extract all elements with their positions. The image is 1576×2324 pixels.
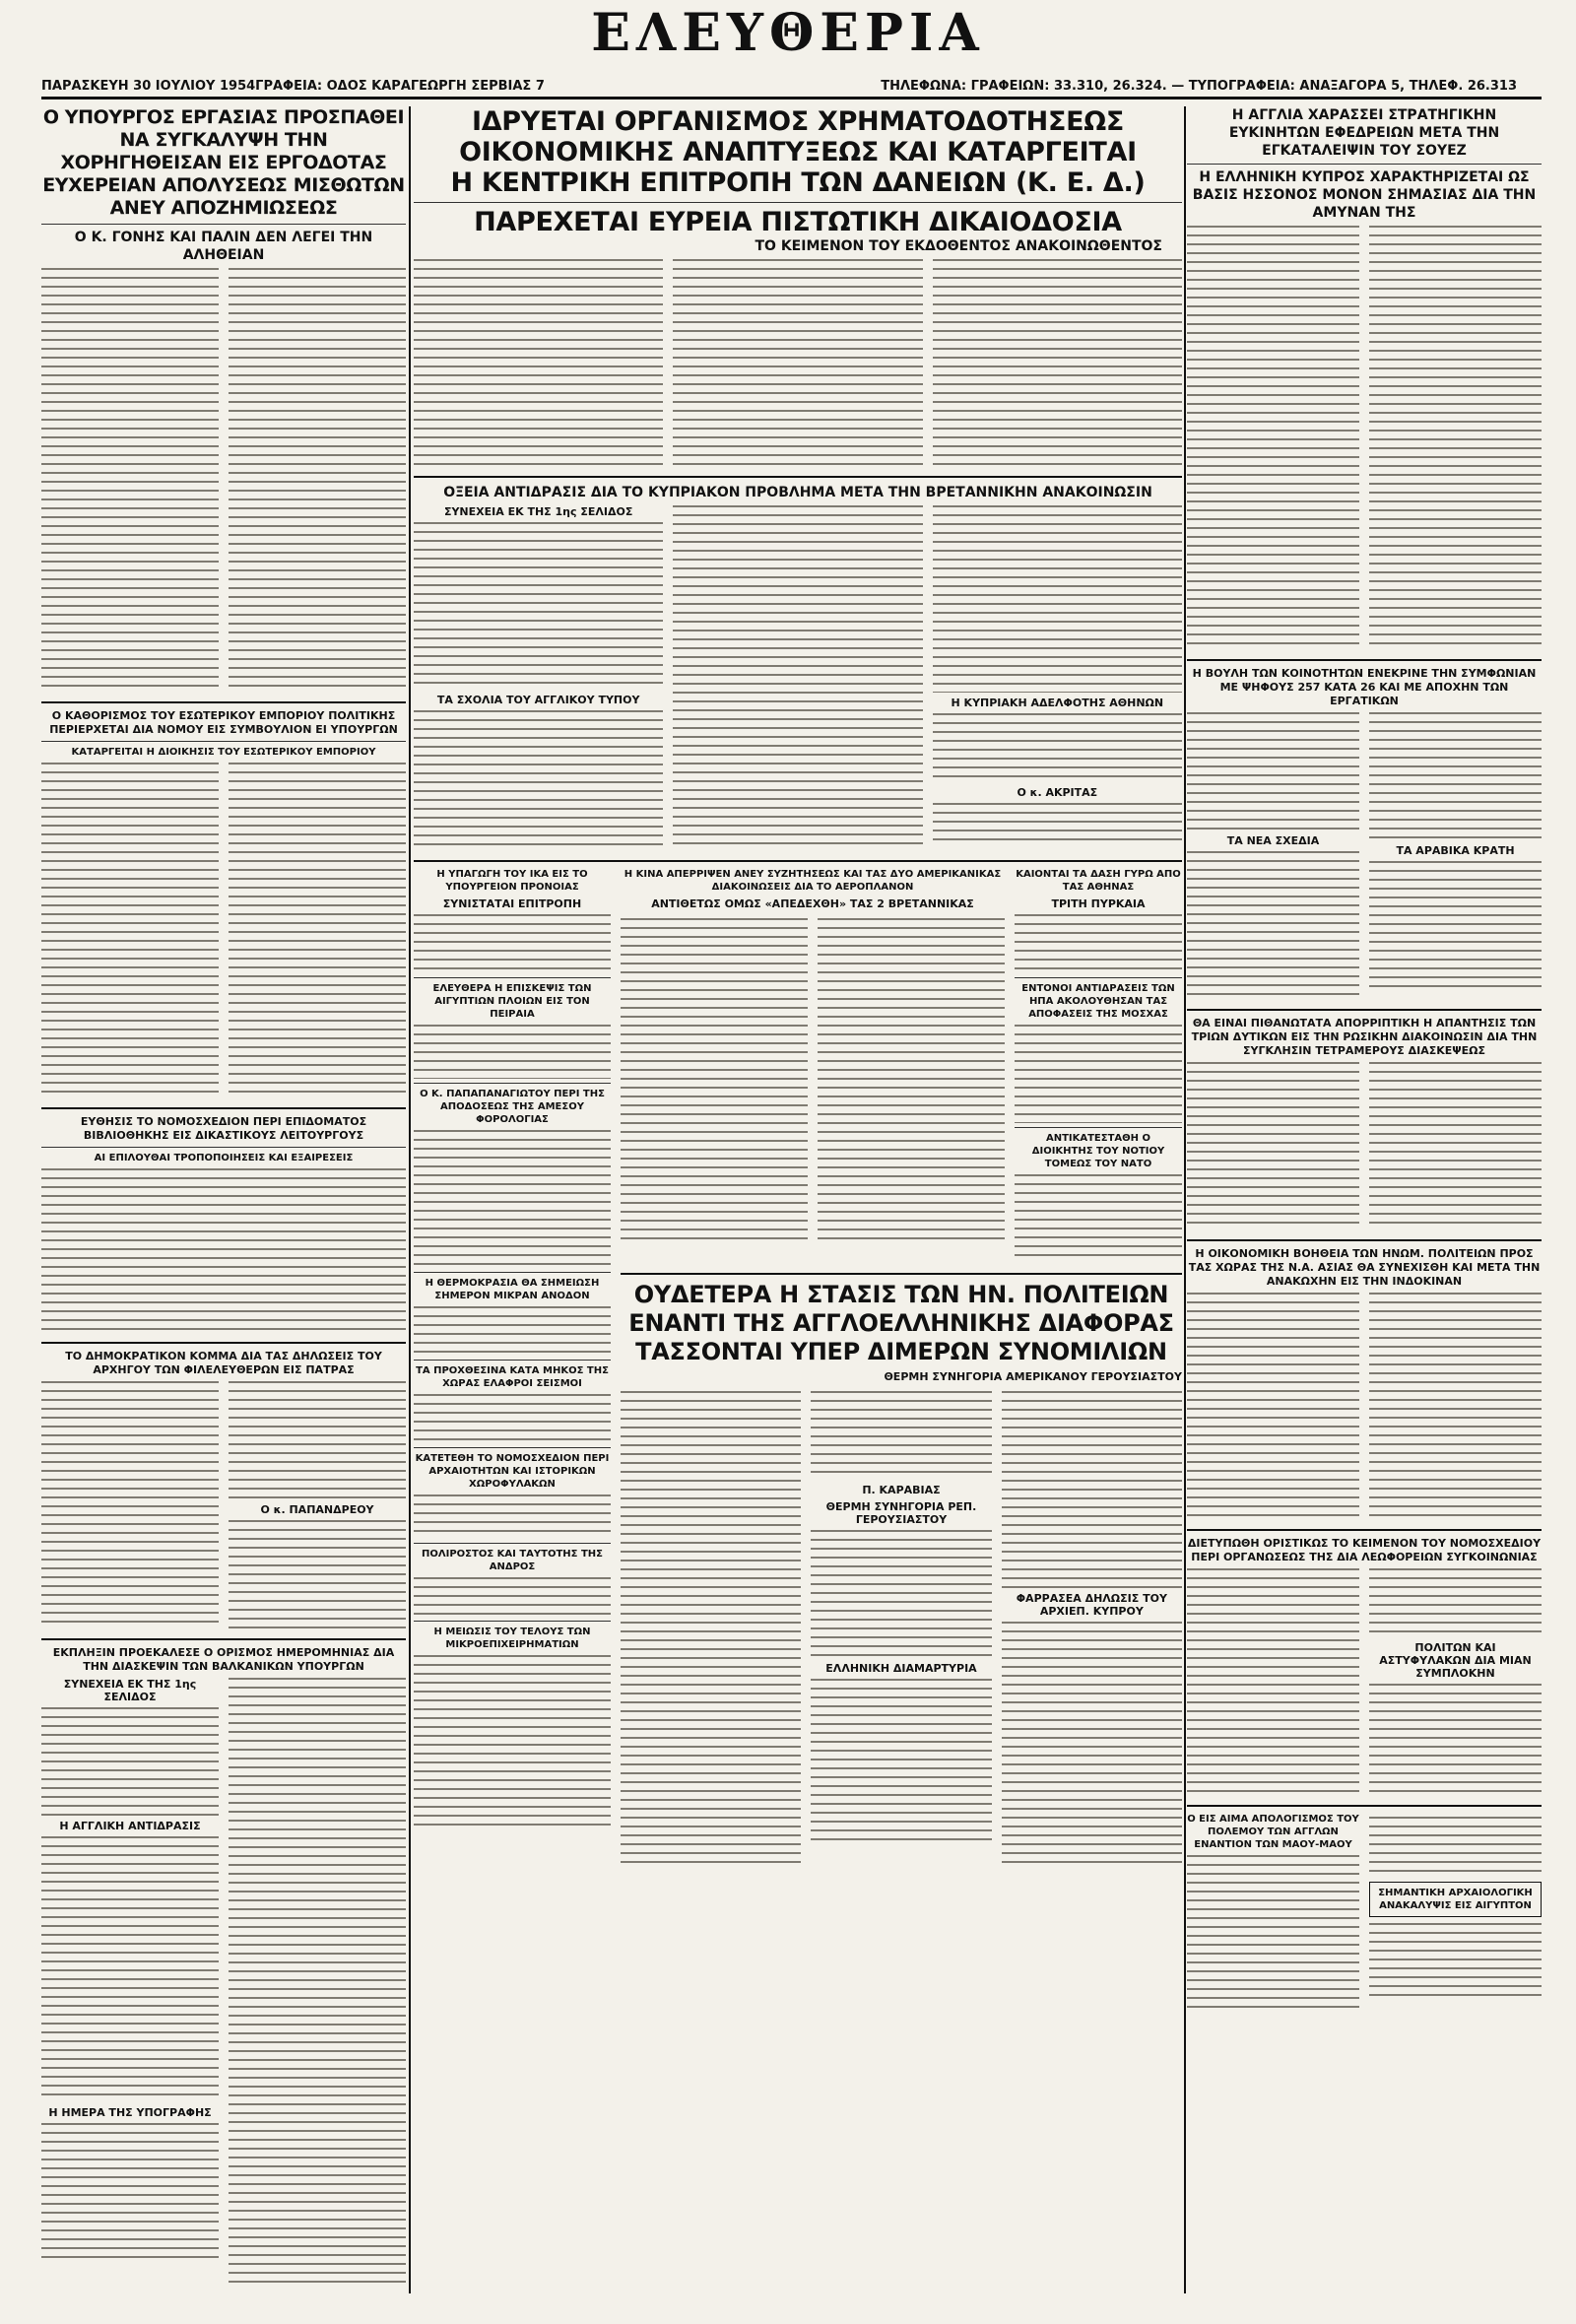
subheadline: ΑΙ ΕΠΙΛΟΥΘΑΙ ΤΡΟΠΟΠΟΙΗΣΕΙΣ ΚΑΙ ΕΞΑΙΡΕΣΕΙΣ: [94, 1153, 354, 1163]
article-text: [414, 1130, 611, 1268]
headline: ΣΗΜΑΝΤΙΚΗ ΑΡΧΑΙΟΛΟΓΙΚΗ ΑΝΑΚΑΛΥΨΙΣ ΕΙΣ ΑΙΓΥΠΤΟΝ: [1378, 1888, 1533, 1911]
subhead: ΤΡΙΤΗ ΠΥΡΚΑΙΑ: [1051, 897, 1146, 910]
phones-line: ΤΗΛΕΦΩΝΑ: ΓΡΑΦΕΙΩΝ: 33.310, 26.324. — ΤΥΠΟΓΡΑΦΕΙΑ: ΑΝΑΞΑΓΟΡΑ 5, ΤΗΛΕΦ. 26.313: [881, 79, 1517, 94]
article-text: [811, 1679, 991, 1846]
headline-line-2: ΕΝΑΝΤΙ ΤΗΣ ΑΓΓΛΟΕΛΛΗΝΙΚΗΣ ΔΙΑΦΟΡΑΣ: [628, 1309, 1174, 1337]
subheadline: Η ΕΛΛΗΝΙΚΗ ΚΥΠΡΟΣ ΧΑΡΑΚΤΗΡΙΖΕΤΑΙ ΩΣ ΒΑΣΙΣ ΗΣΣΟΝΟΣ ΜΟΝΟΝ ΣΗΜΑΣΙΑΣ ΔΙΑ ΤΗΝ ΑΜΥΝΑΝ ΤΗΣ: [1192, 169, 1537, 221]
center-column: [414, 106, 1182, 2293]
center-lower-grid: [414, 868, 1182, 1872]
article-text: [1369, 861, 1542, 989]
article-text: [1015, 914, 1182, 973]
article-text: [414, 1655, 611, 1832]
article-democratic-party: [41, 1350, 406, 1632]
article-cyprus-reaction: [414, 484, 1182, 854]
article-text: [414, 914, 611, 973]
article-text: [933, 259, 1182, 466]
article-text: [414, 1494, 611, 1539]
article-text: [1369, 1817, 1542, 1876]
headline: Ο ΕΙΣ ΑΙΜΑ ΑΠΟΛΟΓΙΣΜΟΣ ΤΟΥ ΠΟΛΕΜΟΥ ΤΩΝ ΑΓΓΛΩΝ ΕΝΑΝΤΙΟΝ ΤΩΝ ΜΑΟΥ-ΜΑΟΥ: [1187, 1814, 1359, 1850]
headline: ΕΥΘΗΣΙΣ ΤΟ ΝΟΜΟΣΧΕΔΙΟΝ ΠΕΡΙ ΕΠΙΔΟΜΑΤΟΣ ΒΙΒΛΙΟΘΗΚΗΣ ΕΙΣ ΔΙΚΑΣΤΙΚΟΥΣ ΛΕΙΤΟΥΡΓΟΥΣ: [80, 1115, 367, 1142]
headline: Η ΟΙΚΟΝΟΜΙΚΗ ΒΟΗΘΕΙΑ ΤΩΝ ΗΝΩΜ. ΠΟΛΙΤΕΙΩΝ ΠΡΟΣ ΤΑΣ ΧΩΡΑΣ ΤΗΣ Ν.Α. ΑΣΙΑΣ ΘΑ ΣΥΝΕΧΙΣΘΗ ΚΑΙ ΜΕΤΑ ΤΗΝ ΑΝΑΚΩΧΗΝ ΕΙΣ ΤΗΝ ΙΝΔΟΚΙΝΑΝ: [1188, 1247, 1541, 1288]
subhead: ΤΑ ΑΡΑΒΙΚΑ ΚΡΑΤΗ: [1396, 844, 1515, 857]
article-text: [229, 763, 406, 1097]
subhead: ΑΝΤΙΘΕΤΩΣ ΟΜΩΣ «ΑΠΕΔΕΧΘΗ» ΤΑΣ 2 ΒΡΕΤΑΝΝΙΚΑΣ: [651, 897, 974, 910]
subhead: ΤΑ ΣΧΟΛΙΑ ΤΟΥ ΑΓΓΛΙΚΟΥ ΤΥΠΟΥ: [436, 694, 640, 706]
article-library-allowance: [41, 1115, 406, 1336]
headline: Η ΒΟΥΛΗ ΤΩΝ ΚΟΙΝΟΤΗΤΩΝ ΕΝΕΚΡΙΝΕ ΤΗΝ ΣΥΜΦΩΝΙΑΝ ΜΕ ΨΗΦΟΥΣ 257 ΚΑΤΑ 26 ΚΑΙ ΜΕ ΑΠΟΧΗΝ ΤΩΝ ΕΡΓΑΤΙΚΩΝ: [1192, 667, 1537, 707]
article-internal-trade: [41, 709, 406, 1101]
article-text: [1187, 226, 1359, 649]
headline: ΑΝΤΙΚΑΤΕΣΤΑΘΗ Ο ΔΙΟΙΚΗΤΗΣ ΤΟΥ ΝΟΤΙΟΥ ΤΟΜΕΩΣ ΤΟΥ ΝΑΤΟ: [1031, 1133, 1165, 1169]
article-text: [41, 2123, 219, 2261]
headline-line-3: ΤΑΣΣΟΝΤΑΙ ΥΠΕΡ ΔΙΜΕΡΩΝ ΣΥΝΟΜΙΛΙΩΝ: [635, 1338, 1167, 1365]
article-text: [1002, 1391, 1182, 1588]
article-western-reply: [1187, 1017, 1542, 1233]
headline: ΕΛΕΥΘΕΡΑ Η ΕΠΙΣΚΕΨΙΣ ΤΩΝ ΑΙΓΥΠΤΙΩΝ ΠΛΟΙΩΝ ΕΙΣ ΤΟΝ ΠΕΙΡΑΙΑ: [432, 983, 592, 1020]
headline-line-1: ΟΥΔΕΤΕΡΑ Η ΣΤΑΣΙΣ ΤΩΝ ΗΝ. ΠΟΛΙΤΕΙΩΝ: [633, 1281, 1169, 1308]
headline: ΤΟ ΔΗΜΟΚΡΑΤΙΚΟΝ ΚΟΜΜΑ ΔΙΑ ΤΑΣ ΔΗΛΩΣΕΙΣ ΤΟΥ ΑΡΧΗΓΟΥ ΤΩΝ ΦΙΛΕΛΕΥΘΕΡΩΝ ΕΙΣ ΠΑΤΡΑΣ: [65, 1350, 382, 1376]
article-us-neutral: [621, 1281, 1182, 1872]
subhead: Ο κ. ΑΚΡΙΤΑΣ: [1017, 786, 1098, 799]
article-text: [41, 1168, 406, 1336]
article-text: [1369, 1293, 1542, 1519]
article-text: [673, 505, 922, 850]
column-divider-left: [409, 106, 411, 2293]
article-text: [229, 268, 406, 692]
subhead: ΤΑ ΝΕΑ ΣΧΕΔΙΑ: [1226, 834, 1320, 847]
article-text: [1369, 1684, 1542, 1792]
subhead: ΦΑΡΡΑΣΕΑ ΔΗΛΩΣΙΣ ΤΟΥ ΑΡΧΙΕΠ. ΚΥΠΡΟΥ: [1016, 1592, 1167, 1618]
headline: ΘΑ ΕΙΝΑΙ ΠΙΘΑΝΩΤΑΤΑ ΑΠΟΡΡΙΠΤΙΚΗ Η ΑΠΑΝΤΗΣΙΣ ΤΩΝ ΤΡΙΩΝ ΔΥΤΙΚΩΝ ΕΙΣ ΤΗΝ ΡΩΣΙΚΗΝ ΔΙΑΚΟΙΝΩΣΙΝ ΔΙΑ ΤΗΝ ΣΥΓΚΛΗΣΙΝ ΤΕΤΡΑΜΕΡΟΥΣ ΔΙΑΣΚΕΨΕΩΣ: [1191, 1017, 1538, 1057]
article-text: [1187, 1855, 1359, 2013]
lead-headline-line-2: ΟΙΚΟΝΟΜΙΚΗΣ ΑΝΑΠΤΥΞΕΩΣ ΚΑΙ ΚΑΤΑΡΓΕΙΤΑΙ: [459, 137, 1137, 167]
headline: ΚΑΙΟΝΤΑΙ ΤΑ ΔΑΣΗ ΓΥΡΩ ΑΠΟ ΤΑΣ ΑΘΗΝΑΣ: [1016, 869, 1181, 893]
subheadline: ΚΑΤΑΡΓΕΙΤΑΙ Η ΔΙΟΙΚΗΣΙΣ ΤΟΥ ΕΣΩΤΕΡΙΚΟΥ ΕΜΠΟΡΙΟΥ: [71, 747, 376, 758]
lead-subheadline: ΤΟ ΚΕΙΜΕΝΟΝ ΤΟΥ ΕΚΔΟΘΕΝΤΟΣ ΑΝΑΚΟΙΝΩΘΕΝΤΟΣ: [755, 238, 1162, 254]
article-text: [933, 713, 1182, 782]
article-text: [1369, 1923, 1542, 2002]
article-text: [41, 1707, 219, 1816]
headline: ΔΙΕΤΥΠΩΘΗ ΟΡΙΣΤΙΚΩΣ ΤΟ ΚΕΙΜΕΝΟΝ ΤΟΥ ΝΟΜΟΣΧΕΔΙΟΥ ΠΕΡΙ ΟΡΓΑΝΩΣΕΩΣ ΤΗΣ ΔΙΑ ΛΕΩΦΟΡΕΙΩΝ ΣΥΓΚΟΙΝΩΝΙΑΣ: [1187, 1537, 1542, 1563]
article-text: [414, 1025, 611, 1079]
headline: Η ΥΠΑΓΩΓΗ ΤΟΥ ΙΚΑ ΕΙΣ ΤΟ ΥΠΟΥΡΓΕΙΟΝ ΠΡΟΝΟΙΑΣ: [436, 869, 588, 893]
article-text: [414, 1394, 611, 1443]
subhead: Η ΚΥΠΡΙΑΚΗ ΑΔΕΛΦΟΤΗΣ ΑΘΗΝΩΝ: [951, 697, 1164, 709]
article-text: [621, 1391, 801, 1864]
left-column: [41, 106, 406, 2293]
article-text: [1187, 1568, 1359, 1795]
subhead: ΣΥΝΙΣΤΑΤΑΙ ΕΠΙΤΡΟΠΗ: [442, 897, 582, 910]
article-text: [41, 268, 219, 692]
article-text: [1187, 1293, 1359, 1519]
continued-label: ΣΥΝΕΧΕΙΑ ΕΚ ΤΗΣ 1ης ΣΕΛΙΔΟΣ: [63, 1678, 197, 1703]
headline: Η ΑΓΓΛΙΑ ΧΑΡΑΣΣΕΙ ΣΤΡΑΤΗΓΙΚΗΝ ΕΥΚΙΝΗΤΩΝ ΕΦΕΔΡΕΙΩΝ ΜΕΤΑ ΤΗΝ ΕΓΚΑΤΑΛΕΙΨΙΝ ΤΟΥ ΣΟΥΕΖ: [1228, 107, 1500, 159]
date-line: ΠΑΡΑΣΚΕΥΗ 30 ΙΟΥΛΙΟΥ 1954ΓΡΑΦΕΙΑ: ΟΔΟΣ ΚΑΡΑΓΕΩΡΓΗ ΣΕΡΒΙΑΣ 7: [41, 79, 545, 94]
article-labour-minister: [41, 106, 406, 696]
subhead: ΠΟΛΙΤΩΝ ΚΑΙ ΑΣΤΥΦΥΛΑΚΩΝ ΔΙΑ ΜΙΑΝ ΣΥΜΠΛΟΚΗΝ: [1379, 1641, 1532, 1680]
article-text: [41, 1836, 219, 2102]
article-text: [1015, 1174, 1182, 1263]
article-text: [933, 505, 1182, 693]
article-text: [1187, 712, 1359, 830]
article-text: [41, 763, 219, 1097]
lead-headline-line-4: ΠΑΡΕΧΕΤΑΙ ΕΥΡΕΙΑ ΠΙΣΤΩΤΙΚΗ ΔΙΚΑΙΟΔΟΣΙΑ: [474, 207, 1122, 237]
lead-article: [414, 106, 1182, 470]
headline: Ο ΥΠΟΥΡΓΟΣ ΕΡΓΑΣΙΑΣ ΠΡΟΣΠΑΘΕΙ ΝΑ ΣΥΓΚΑΛΥΨΗ ΤΗΝ ΧΟΡΗΓΗΘΕΙΣΑΝ ΕΙΣ ΕΡΓΟΔΟΤΑΣ ΕΥΧΕΡΕΙΑΝ ΑΠΟΛΥΣΕΩΣ ΜΙΣΘΩΤΩΝ ΑΝΕΥ ΑΠΟΖΗΜΙΩΣΕΩΣ: [42, 106, 405, 219]
article-balkan-ministers: [41, 1646, 406, 2292]
newspaper-title: ΕΛΕΥΘΕΡΙΑ: [591, 3, 985, 63]
right-bottom: [1187, 1813, 1542, 2017]
article-text: [1015, 1025, 1182, 1123]
headline: ΕΚΠΛΗΞΙΝ ΠΡΟΕΚΑΛΕΣΕ Ο ΟΡΙΣΜΟΣ ΗΜΕΡΟΜΗΝΙΑΣ ΔΙΑ ΤΗΝ ΔΙΑΣΚΕΨΙΝ ΤΩΝ ΒΑΛΚΑΝΙΚΩΝ ΥΠΟΥΡΓΩΝ: [52, 1646, 395, 1673]
article-text: [414, 522, 663, 690]
subhead: Ο κ. ΠΑΠΑΝΔΡΕΟΥ: [260, 1503, 374, 1516]
subheadline: Ο Κ. ΓΟΝΗΣ ΚΑΙ ΠΑΛΙΝ ΔΕΝ ΛΕΓΕΙ ΤΗΝ ΑΛΗΘΕΙΑΝ: [74, 230, 373, 263]
article-text: [414, 1577, 611, 1617]
article-text: [811, 1391, 991, 1480]
continued-label: ΣΥΝΕΧΕΙΑ ΕΚ ΤΗΣ 1ης ΣΕΛΙΔΟΣ: [443, 505, 633, 518]
article-commons-vote: [1187, 667, 1542, 1003]
article-text: [1369, 1568, 1542, 1637]
article-text: [229, 1678, 406, 2289]
column-divider-right: [1184, 106, 1186, 2293]
article-text: [811, 1530, 991, 1658]
subhead: ΘΕΡΜΗ ΣΥΝΗΓΟΡΙΑ ΑΜΕΡΙΚΑΝΟΥ ΓΕΡΟΥΣΙΑΣΤΟΥ: [884, 1370, 1182, 1383]
headline: Η ΚΙΝΑ ΑΠΕΡΡΙΨΕΝ ΑΝΕΥ ΣΥΖΗΤΗΣΕΩΣ ΚΑΙ ΤΑΣ ΔΥΟ ΑΜΕΡΙΚΑΝΙΚΑΣ ΔΙΑΚΟΙΝΩΣΕΙΣ ΔΙΑ ΤΟ ΑΕΡΟΠΛΑΝΟΝ: [624, 869, 1002, 893]
article-text: [41, 1381, 219, 1627]
article-text: [229, 1381, 406, 1499]
article-suez: [1187, 106, 1542, 653]
subhead: ΘΕΡΜΗ ΣΥΝΗΓΟΡΙΑ ΡΕΠ. ΓΕΡΟΥΣΙΑΣΤΟΥ: [825, 1500, 977, 1526]
article-text: [1369, 1062, 1542, 1229]
article-text: [673, 259, 922, 466]
headline: Η ΜΕΙΩΣΙΣ ΤΟΥ ΤΕΛΟΥΣ ΤΩΝ ΜΙΚΡΟΕΠΙΧΕΙΡΗΜΑΤΙΩΝ: [433, 1627, 591, 1650]
article-text: [933, 803, 1182, 842]
author: Π. ΚΑΡΑΒΙΑΣ: [862, 1484, 941, 1496]
article-text: [414, 1306, 611, 1356]
lead-headline-line-1: ΙΔΡΥΕΤΑΙ ΟΡΓΑΝΙΣΜΟΣ ΧΡΗΜΑΤΟΔΟΤΗΣΕΩΣ: [471, 106, 1125, 137]
headline: Η ΘΕΡΜΟΚΡΑΣΙΑ ΘΑ ΣΗΜΕΙΩΣΗ ΣΗΜΕΡΟΝ ΜΙΚΡΑΝ ΑΝΟΔΟΝ: [425, 1278, 600, 1301]
subhead: ΕΛΛΗΝΙΚΗ ΔΙΑΜΑΡΤΥΡΙΑ: [825, 1662, 977, 1675]
article-text: [1369, 226, 1542, 649]
masthead: [0, 0, 1576, 95]
article-us-aid: [1187, 1247, 1542, 1523]
headline: ΕΝΤΟΝΟΙ ΑΝΤΙΔΡΑΣΕΙΣ ΤΩΝ ΗΠΑ ΑΚΟΛΟΥΘΗΣΑΝ ΤΑΣ ΑΠΟΦΑΣΕΙΣ ΤΗΣ ΜΟΣΧΑΣ: [1021, 983, 1175, 1020]
headline: ΠΟΛΙΡΟΣΤΟΣ ΚΑΙ ΤΑΥΤΟΤΗΣ ΤΗΣ ΑΝΔΡΟΣ: [422, 1549, 603, 1572]
lead-headline-line-3: Η ΚΕΝΤΡΙΚΗ ΕΠΙΤΡΟΠΗ ΤΩΝ ΔΑΝΕΙΩΝ (Κ. Ε. Δ.): [450, 167, 1146, 198]
headline: Ο Κ. ΠΑΠΑΠΑΝΑΓΙΩΤΟΥ ΠΕΡΙ ΤΗΣ ΑΠΟΔΟΣΕΩΣ ΤΗΣ ΑΜΕΣΟΥ ΦΟΡΟΛΟΓΙΑΣ: [420, 1089, 605, 1125]
article-text: [414, 259, 663, 466]
right-column: [1187, 106, 1542, 2293]
article-text: [414, 710, 663, 848]
headline: ΚΑΤΕΤΕΘΗ ΤΟ ΝΟΜΟΣΧΕΔΙΟΝ ΠΕΡΙ ΑΡΧΑΙΟΤΗΤΩΝ ΚΑΙ ΙΣΤΟΡΙΚΩΝ ΧΩΡΟΦΥΛΑΚΩΝ: [415, 1453, 610, 1490]
masthead-rule: [41, 97, 1542, 100]
article-text: [818, 918, 1005, 1243]
article-text: [1369, 712, 1542, 840]
article-bus-law: [1187, 1537, 1542, 1799]
subhead: Η ΑΓΓΛΙΚΗ ΑΝΤΙΔΡΑΣΙΣ: [59, 1820, 201, 1832]
headline: ΤΑ ΠΡΟΧΘΕΣΙΝΑ ΚΑΤΑ ΜΗΚΟΣ ΤΗΣ ΧΩΡΑΣ ΕΛΑΦΡΟΙ ΣΕΙΣΜΟΙ: [416, 1365, 609, 1389]
article-text: [1187, 851, 1359, 999]
headline: ΟΞΕΙΑ ΑΝΤΙΔΡΑΣΙΣ ΔΙΑ ΤΟ ΚΥΠΡΙΑΚΟΝ ΠΡΟΒΛΗΜΑ ΜΕΤΑ ΤΗΝ ΒΡΕΤΑΝΝΙΚΗΝ ΑΝΑΚΟΙΝΩΣΙΝ: [443, 485, 1152, 500]
subhead: Η ΗΜΕΡΑ ΤΗΣ ΥΠΟΓΡΑΦΗΣ: [48, 2106, 212, 2119]
article-text: [229, 1520, 406, 1628]
headline: Ο ΚΑΘΟΡΙΣΜΟΣ ΤΟΥ ΕΣΩΤΕΡΙΚΟΥ ΕΜΠΟΡΙΟΥ ΠΟΛΙΤΙΚΗΣ ΠΕΡΙΕΡΧΕΤΑΙ ΔΙΑ ΝΟΜΟΥ ΕΙΣ ΣΥΜΒΟΥΛΙΟΝ ΕΙ ΥΠΟΥΡΓΩΝ: [49, 709, 398, 736]
article-text: [1002, 1622, 1182, 1868]
article-text: [1187, 1062, 1359, 1229]
article-text: [621, 918, 808, 1243]
